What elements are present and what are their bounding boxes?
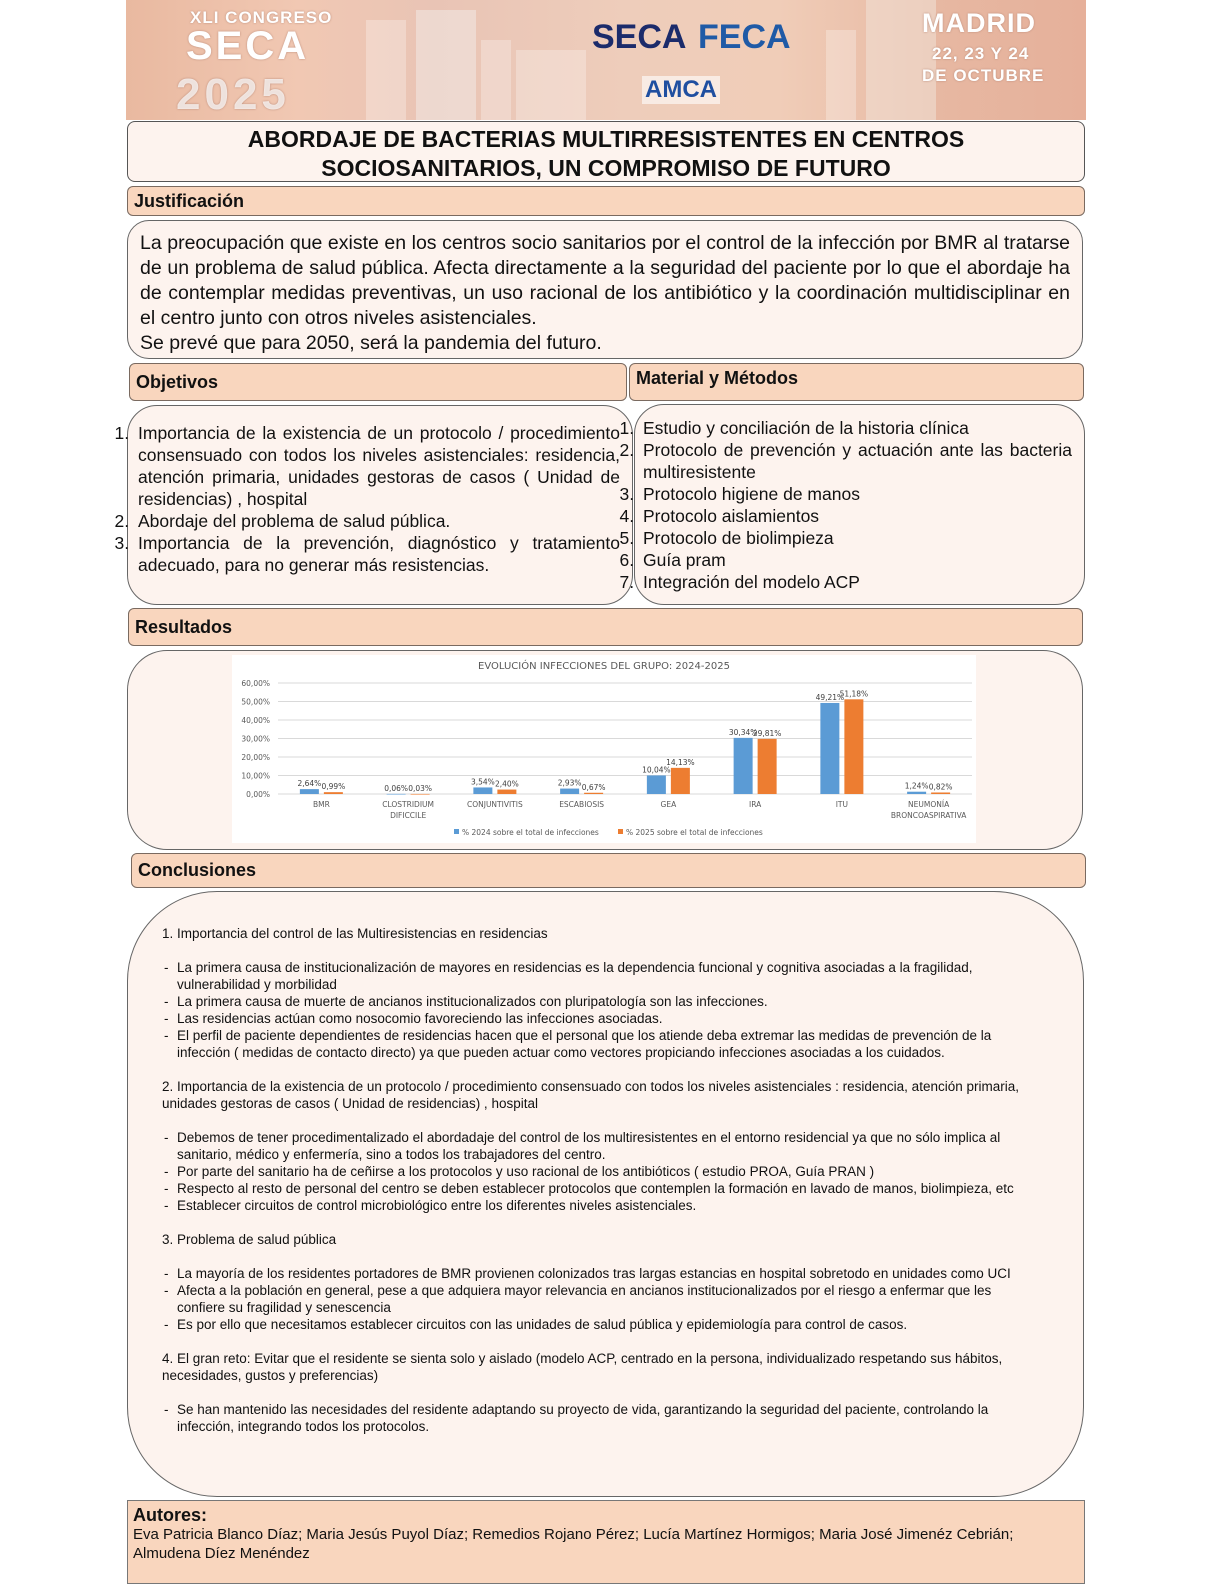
data-label: 1,24% — [904, 781, 929, 791]
conclusion-heading: 2. Importancia de la existencia de un protocolo / procedimiento consensuado con todos los niveles asistenciales : residencia, atención primaria, unidades gestoras de casos ( Unidad de residencias) , hospital — [162, 1079, 1019, 1111]
conclusion-bullet: - Se han mantenido las necesidades del residente adaptando su proyecto de vida, garantizando la seguridad del paciente, controlando la infección, integrando todos los protocolos. — [162, 1401, 1043, 1435]
justificacion-closing: Se prevé que para 2050, será la pandemia del futuro. — [140, 332, 602, 354]
justificacion-header-label: Justificación — [134, 190, 245, 211]
material-item: 5. Protocolo de biolimpieza — [639, 527, 1072, 549]
legend-label: % 2025 sobre el total de infecciones — [626, 828, 763, 837]
authors-box — [127, 1500, 1085, 1584]
bar-2025 — [671, 768, 690, 794]
conclusion-bullet: - Debemos de tener procedimentalizado el abordadaje del control de los multiresistentes en el entorno residencial ya que no sólo implica al sanitario, médico y enfermería, sino a todos los trabajadores del centro. — [162, 1129, 1043, 1163]
bar-2024 — [647, 775, 666, 794]
conclusion-bullets — [162, 1129, 1043, 1214]
y-tick-label: 50,00% — [241, 697, 270, 707]
y-tick-label: 20,00% — [241, 753, 270, 762]
conclusion-bullet: - La mayoría de los residentes portadores de BMR provienen colonizados tras largas estancias en hospital sobretodo en unidades como UCI — [162, 1265, 1043, 1282]
x-tick-label: DIFICCILE — [390, 811, 427, 820]
x-tick-label: NEUMONÍA — [908, 800, 950, 809]
objetivo-item: 3. Importancia de la prevención, diagnóstico y tratamiento adecuado, para no generar más resistencias. — [134, 532, 620, 576]
y-tick-label: 10,00% — [241, 771, 270, 781]
conclusion-bullet: - Establecer circuitos de control microbiológico entre los diferentes niveles asistenciales. — [162, 1197, 1043, 1214]
y-tick-label: 40,00% — [241, 716, 270, 725]
y-tick-label: 60,00% — [241, 679, 270, 688]
data-label: 3,54% — [470, 777, 495, 787]
conclusion-bullets — [162, 959, 1043, 1061]
bar-2024 — [473, 787, 492, 794]
bar-2024 — [907, 792, 926, 794]
conclusion-bullets — [162, 1401, 1043, 1435]
resultados-header-label: Resultados — [135, 616, 233, 637]
chart-title: EVOLUCIÓN INFECCIONES DEL GRUPO: 2024-2025 — [478, 661, 730, 672]
material-list — [635, 405, 1084, 593]
bar-2024 — [387, 794, 406, 795]
amca-logo: AMCA — [642, 76, 720, 104]
data-label: 14,13% — [666, 757, 695, 767]
material-item: 7. Integración del modelo ACP — [639, 571, 1072, 593]
objetivos-body — [127, 405, 633, 605]
data-label: 2,64% — [297, 779, 322, 789]
conclusion-heading: 3. Problema de salud pública — [162, 1232, 337, 1247]
congress-banner — [126, 0, 1086, 120]
material-header-label: Material y Métodos — [636, 368, 799, 388]
data-label: 2,40% — [494, 779, 519, 789]
bar-2025 — [497, 790, 516, 794]
data-label: 30,34% — [728, 727, 758, 737]
data-label: 10,04% — [642, 765, 671, 775]
objetivo-item: 1. Importancia de la existencia de un protocolo / procedimiento consensuado con todos los niveles asistenciales: residencia, atención primaria, unidades gestoras de casos ( Unidad de residencias) , hospital — [134, 422, 620, 510]
conclusion-bullet: - La primera causa de institucionalización de mayores en residencias es la dependencia funcional y cognitiva asociadas a la fragilidad, vulnerabilidad y morbilidad — [162, 959, 1043, 993]
y-tick-label: 0,00% — [246, 790, 270, 799]
feca-logo: FECA — [698, 18, 791, 56]
x-tick-label: CONJUNTIVITIS — [466, 800, 523, 809]
material-item: 1. Estudio y conciliación de la historia clínica — [639, 417, 1072, 439]
x-tick-label: GEA — [660, 800, 677, 809]
title-line2: SOCIOSANITARIOS, UN COMPROMISO DE FUTURO — [321, 155, 891, 181]
material-body — [634, 404, 1085, 605]
x-tick-label: ITU — [835, 800, 849, 809]
chart-svg — [232, 655, 976, 843]
conclusion-heading: 1. Importancia del control de las Multiresistencias en residencias — [162, 926, 548, 941]
bar-2025 — [411, 794, 430, 795]
objetivos-header — [129, 363, 627, 401]
conclusion-bullet: - El perfil de paciente dependientes de residencias hacen que el personal que los atiende deba extremar las medidas de prevención de la infección ( medidas de contacto directo) ya que pueden actuar como vectores propiciando infecciones asociadas a los cuidados. — [162, 1027, 1043, 1061]
infections-chart — [232, 655, 976, 843]
conclusiones-header-label: Conclusiones — [138, 860, 257, 880]
x-tick-label: BMR — [312, 800, 330, 809]
conclusion-bullet: - Afecta a la población en general, pese a que adquiera mayor relevancia en ancianos institucionalizados por el riesgo a enfermar que les confiere su fragilidad y senescencia — [162, 1282, 1043, 1316]
data-label: 49,21% — [815, 692, 845, 702]
data-label: 0,99% — [321, 782, 346, 792]
data-label: 51,18% — [839, 689, 869, 699]
data-label: 2,93% — [557, 778, 582, 788]
x-tick-label: CLOSTRIDIUM — [382, 800, 435, 809]
conclusiones-header — [131, 853, 1086, 888]
material-header — [629, 363, 1084, 401]
poster-title — [127, 121, 1085, 182]
justificacion-header — [127, 186, 1085, 216]
conclusion-bullet: - Por parte del sanitario ha de ceñirse a los protocolos y uso racional de los antibióticos ( estudio PROA, Guía PRAN ) — [162, 1163, 1043, 1180]
conclusion-bullet: - Las residencias actúan como nosocomio favoreciendo las infecciones asociadas. — [162, 1010, 1043, 1027]
justificacion-paragraph: La preocupación que existe en los centros socio sanitarios por el control de la infección por BMR al tratarse de un problema de salud pública. Afecta directamente a la seguridad del paciente por lo que el abordaje ha de contemplar medidas preventivas, un uso racional de los antibiótico y la coordinación multidisciplinar en el centro junto con otros niveles asistenciales. — [140, 232, 1070, 329]
conclusion-bullet: - La primera causa de muerte de ancianos institucionalizados con pluripatología son las infecciones. — [162, 993, 1043, 1010]
material-item: 4. Protocolo aislamientos — [639, 505, 1072, 527]
data-label: 0,06% — [384, 783, 409, 793]
resultados-header — [128, 608, 1083, 646]
material-item: 3. Protocolo higiene de manos — [639, 483, 1072, 505]
legend-swatch — [454, 829, 459, 834]
conclusion-bullets — [162, 1265, 1043, 1333]
bar-2025 — [758, 739, 777, 794]
data-label: 0,82% — [928, 782, 953, 792]
bar-2024 — [734, 738, 753, 794]
bar-2024 — [300, 789, 319, 794]
congress-year: 2025 — [176, 70, 290, 119]
authors-names: Eva Patricia Blanco Díaz; Maria Jesús Puyol Díaz; Remedios Rojano Pérez; Lucía Martínez Hormigos; Maria José Jimenéz Cebrián; Almudena Díez Menéndez — [133, 1526, 1014, 1562]
bar-2025 — [324, 792, 343, 794]
authors-header: Autores: — [133, 1505, 208, 1525]
conclusion-bullet: - Respecto al resto de personal del centro se deben establecer protocolos que contemplen la formación en lavado de manos, biolimpieza, etc — [162, 1180, 1043, 1197]
conclusion-heading: 4. El gran reto: Evitar que el residente se sienta solo y aislado (modelo ACP, centrado en la persona, individualizado respetando sus hábitos, necesidades, gustos y preferencias) — [162, 1351, 1003, 1383]
congress-name: SECA — [186, 24, 310, 68]
data-label: 29,81% — [752, 728, 782, 738]
dates-line1: 22, 23 Y 24 — [932, 44, 1030, 63]
objetivos-header-label: Objetivos — [136, 371, 219, 392]
conclusiones-body — [127, 891, 1084, 1497]
objetivos-list — [128, 406, 632, 576]
congress-line: XLI CONGRESO — [190, 8, 333, 27]
conclusion-bullet: - Es por ello que necesitamos establecer circuitos con las unidades de salud pública y epidemiología para control de casos. — [162, 1316, 1043, 1333]
poster — [126, 0, 1086, 1584]
x-tick-label: ESCABIOSIS — [559, 800, 605, 809]
seca-logo: SECA — [592, 18, 687, 56]
bar-2025 — [931, 792, 950, 794]
bar-2024 — [560, 789, 579, 794]
justificacion-body — [127, 220, 1083, 359]
data-label: 0,03% — [408, 783, 433, 793]
material-item: 6. Guía pram — [639, 549, 1072, 571]
material-item: 2. Protocolo de prevención y actuación ante las bacteria multiresistente — [639, 439, 1072, 483]
y-tick-label: 30,00% — [241, 734, 270, 744]
data-label: 0,67% — [581, 782, 606, 792]
bar-2024 — [820, 703, 839, 794]
objetivo-item: 2. Abordaje del problema de salud pública. — [134, 510, 620, 532]
dates-line2: DE OCTUBRE — [922, 66, 1045, 85]
city-label: MADRID — [922, 8, 1036, 38]
bar-2025 — [584, 793, 603, 794]
x-tick-label: BRONCOASPIRATIVA — [890, 811, 967, 820]
bar-2025 — [844, 699, 863, 794]
x-tick-label: IRA — [749, 800, 762, 809]
legend-label: % 2024 sobre el total de infecciones — [462, 828, 599, 837]
title-line1: ABORDAJE DE BACTERIAS MULTIRRESISTENTES EN CENTROS — [247, 126, 965, 152]
legend-swatch — [618, 829, 623, 834]
